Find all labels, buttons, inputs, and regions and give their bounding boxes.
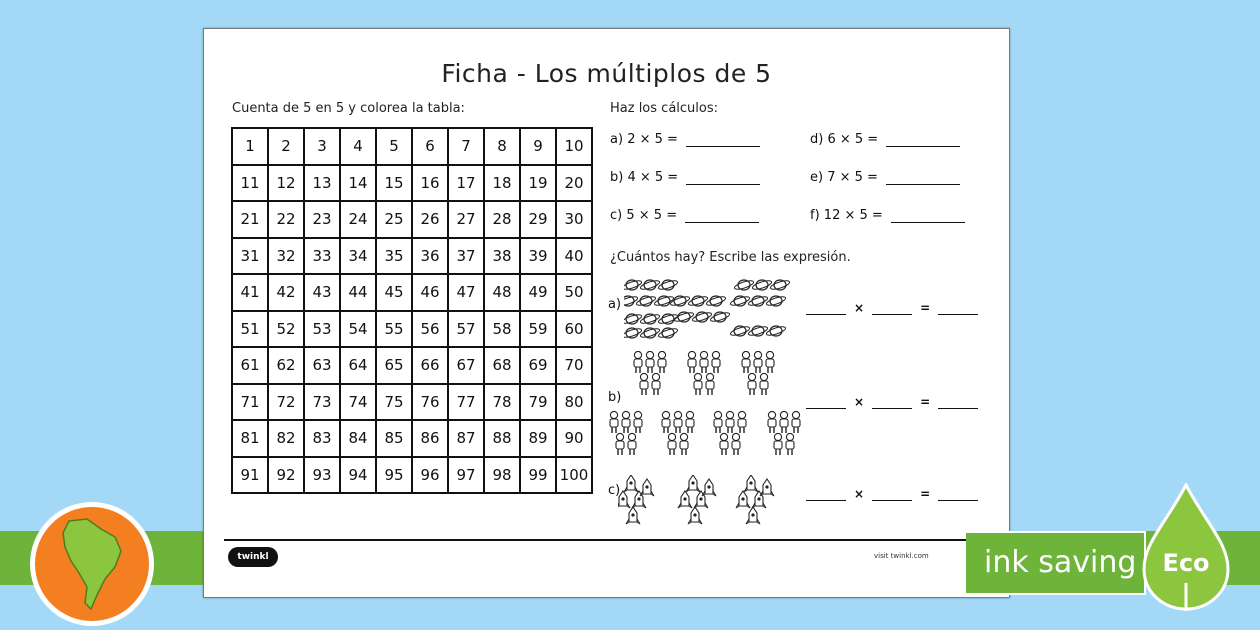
calc-item-e <box>810 167 960 185</box>
calc-expr: 4 × 5 = <box>627 170 679 185</box>
chart-cell[interactable]: 81 <box>232 420 268 457</box>
eco-label: Eco <box>1162 549 1210 577</box>
calc-expr: 5 × 5 = <box>626 208 678 223</box>
count-instruction: ¿Cuántos hay? Escribe las expresión. <box>610 250 851 265</box>
expression-c <box>806 487 978 501</box>
chart-cell[interactable]: 7 <box>448 128 484 165</box>
chart-row <box>232 238 592 275</box>
chart-cell[interactable]: 42 <box>268 274 304 311</box>
blank-line[interactable] <box>872 397 912 409</box>
chart-cell[interactable]: 67 <box>448 347 484 384</box>
ink-saving-label: ink saving <box>966 531 1146 595</box>
chart-cell[interactable]: 2 <box>268 128 304 165</box>
count-letter-b: b) <box>608 390 622 405</box>
chart-cell[interactable]: 87 <box>448 420 484 457</box>
answer-line[interactable] <box>685 205 759 223</box>
south-america-map-icon <box>35 507 149 621</box>
grid-instruction: Cuenta de 5 en 5 y colorea la tabla: <box>232 101 465 116</box>
times-sign: × <box>854 487 865 501</box>
chart-cell[interactable]: 51 <box>232 311 268 348</box>
chart-cell[interactable]: 23 <box>304 201 340 238</box>
twinkl-logo: twinkl <box>228 547 278 567</box>
chart-cell[interactable]: 74 <box>340 384 376 421</box>
chart-cell[interactable]: 56 <box>412 311 448 348</box>
chart-cell[interactable]: 39 <box>520 238 556 275</box>
calc-item-c <box>610 205 759 223</box>
chart-cell[interactable]: 30 <box>556 201 592 238</box>
chart-cell[interactable]: 32 <box>268 238 304 275</box>
calc-expr: 12 × 5 = <box>823 208 883 223</box>
calc-letter: b) <box>610 170 624 185</box>
astronaut-icon <box>608 351 818 463</box>
chart-cell[interactable]: 15 <box>376 165 412 202</box>
chart-row <box>232 457 592 494</box>
expression-b <box>806 395 978 409</box>
chart-cell[interactable]: 24 <box>340 201 376 238</box>
equals-sign: = <box>920 487 931 501</box>
chart-cell[interactable]: 95 <box>376 457 412 494</box>
equals-sign: = <box>920 395 931 409</box>
chart-cell[interactable]: 66 <box>412 347 448 384</box>
chart-cell[interactable]: 65 <box>376 347 412 384</box>
answer-line[interactable] <box>886 129 960 147</box>
visit-link[interactable]: visit twinkl.com <box>874 552 929 560</box>
chart-cell[interactable]: 75 <box>376 384 412 421</box>
chart-cell[interactable]: 27 <box>448 201 484 238</box>
chart-cell[interactable]: 93 <box>304 457 340 494</box>
calc-letter: f) <box>810 208 820 223</box>
times-sign: × <box>854 395 865 409</box>
chart-row <box>232 420 592 457</box>
chart-cell[interactable]: 69 <box>520 347 556 384</box>
count-letter-c: c) <box>608 483 621 498</box>
chart-row <box>232 165 592 202</box>
chart-cell[interactable]: 91 <box>232 457 268 494</box>
equals-sign: = <box>920 301 931 315</box>
chart-cell[interactable]: 84 <box>340 420 376 457</box>
chart-cell[interactable]: 4 <box>340 128 376 165</box>
chart-cell[interactable]: 36 <box>412 238 448 275</box>
chart-cell[interactable]: 26 <box>412 201 448 238</box>
chart-cell[interactable]: 62 <box>268 347 304 384</box>
chart-cell[interactable]: 64 <box>340 347 376 384</box>
blank-line[interactable] <box>938 489 978 501</box>
chart-cell[interactable]: 88 <box>484 420 520 457</box>
chart-cell[interactable]: 59 <box>520 311 556 348</box>
calc-letter: e) <box>810 170 824 185</box>
chart-cell[interactable]: 43 <box>304 274 340 311</box>
chart-cell[interactable]: 86 <box>412 420 448 457</box>
worksheet <box>203 28 1010 598</box>
chart-cell[interactable]: 21 <box>232 201 268 238</box>
answer-line[interactable] <box>886 167 960 185</box>
expression-a <box>806 301 978 315</box>
chart-cell[interactable]: 89 <box>520 420 556 457</box>
chart-cell[interactable]: 92 <box>268 457 304 494</box>
blank-line[interactable] <box>806 303 846 315</box>
chart-cell[interactable]: 35 <box>376 238 412 275</box>
chart-cell[interactable]: 63 <box>304 347 340 384</box>
footer-divider <box>224 539 990 541</box>
blank-line[interactable] <box>806 397 846 409</box>
chart-cell[interactable]: 83 <box>304 420 340 457</box>
chart-cell[interactable]: 5 <box>376 128 412 165</box>
chart-cell[interactable]: 73 <box>304 384 340 421</box>
chart-cell[interactable]: 8 <box>484 128 520 165</box>
chart-cell[interactable]: 45 <box>376 274 412 311</box>
chart-cell[interactable]: 98 <box>484 457 520 494</box>
chart-cell[interactable]: 41 <box>232 274 268 311</box>
answer-line[interactable] <box>686 129 760 147</box>
chart-cell[interactable]: 54 <box>340 311 376 348</box>
chart-cell[interactable]: 6 <box>412 128 448 165</box>
chart-cell[interactable]: 25 <box>376 201 412 238</box>
chart-cell[interactable]: 10 <box>556 128 592 165</box>
chart-cell[interactable]: 44 <box>340 274 376 311</box>
calc-expr: 2 × 5 = <box>627 132 678 147</box>
blank-line[interactable] <box>872 489 912 501</box>
chart-cell[interactable]: 13 <box>304 165 340 202</box>
chart-row <box>232 274 592 311</box>
chart-cell[interactable]: 29 <box>520 201 556 238</box>
chart-cell[interactable]: 47 <box>448 274 484 311</box>
chart-cell[interactable]: 70 <box>556 347 592 384</box>
blank-line[interactable] <box>938 303 978 315</box>
calc-item-d <box>810 129 960 147</box>
chart-cell[interactable]: 99 <box>520 457 556 494</box>
chart-cell[interactable]: 96 <box>412 457 448 494</box>
chart-cell[interactable]: 46 <box>412 274 448 311</box>
chart-cell[interactable]: 94 <box>340 457 376 494</box>
blank-line[interactable] <box>938 397 978 409</box>
chart-cell[interactable]: 22 <box>268 201 304 238</box>
chart-cell[interactable]: 17 <box>448 165 484 202</box>
chart-cell[interactable]: 57 <box>448 311 484 348</box>
chart-cell[interactable]: 82 <box>268 420 304 457</box>
chart-cell[interactable]: 58 <box>484 311 520 348</box>
chart-row <box>232 384 592 421</box>
south-america-globe-icon <box>30 502 154 626</box>
chart-cell[interactable]: 61 <box>232 347 268 384</box>
chart-cell[interactable]: 72 <box>268 384 304 421</box>
chart-cell[interactable]: 11 <box>232 165 268 202</box>
chart-cell[interactable]: 85 <box>376 420 412 457</box>
answer-line[interactable] <box>686 167 760 185</box>
chart-cell[interactable]: 60 <box>556 311 592 348</box>
chart-cell[interactable]: 12 <box>268 165 304 202</box>
chart-cell[interactable]: 50 <box>556 274 592 311</box>
chart-cell[interactable]: 52 <box>268 311 304 348</box>
chart-cell[interactable]: 1 <box>232 128 268 165</box>
chart-cell[interactable]: 71 <box>232 384 268 421</box>
blank-line[interactable] <box>872 303 912 315</box>
chart-cell[interactable]: 68 <box>484 347 520 384</box>
calc-letter: d) <box>810 132 824 147</box>
chart-cell[interactable]: 28 <box>484 201 520 238</box>
chart-cell[interactable]: 18 <box>484 165 520 202</box>
chart-cell[interactable]: 33 <box>304 238 340 275</box>
chart-cell[interactable]: 97 <box>448 457 484 494</box>
eco-leaf-icon <box>1136 483 1236 613</box>
chart-cell[interactable]: 79 <box>520 384 556 421</box>
chart-cell[interactable]: 20 <box>556 165 592 202</box>
chart-cell[interactable]: 80 <box>556 384 592 421</box>
calc-item-a <box>610 129 760 147</box>
chart-cell[interactable]: 76 <box>412 384 448 421</box>
chart-cell[interactable]: 14 <box>340 165 376 202</box>
chart-row <box>232 128 592 165</box>
chart-cell[interactable]: 48 <box>484 274 520 311</box>
calc-item-f <box>810 205 965 223</box>
page-title: Ficha - Los múltiplos de 5 <box>441 59 772 88</box>
count-letter-a: a) <box>608 297 622 312</box>
calc-letter: c) <box>610 208 623 223</box>
chart-cell[interactable]: 9 <box>520 128 556 165</box>
blank-line[interactable] <box>806 489 846 501</box>
calc-expr: 7 × 5 = <box>827 170 878 185</box>
hundred-chart <box>231 127 593 494</box>
chart-cell[interactable]: 38 <box>484 238 520 275</box>
chart-cell[interactable]: 100 <box>556 457 592 494</box>
chart-cell[interactable]: 31 <box>232 238 268 275</box>
answer-line[interactable] <box>891 205 965 223</box>
chart-cell[interactable]: 53 <box>304 311 340 348</box>
chart-cell[interactable]: 19 <box>520 165 556 202</box>
chart-row <box>232 201 592 238</box>
chart-cell[interactable]: 90 <box>556 420 592 457</box>
calc-item-b <box>610 167 760 185</box>
planet-icon <box>624 273 804 343</box>
calc-instruction: Haz los cálculos: <box>610 101 718 116</box>
chart-cell[interactable]: 34 <box>340 238 376 275</box>
calc-letter: a) <box>610 132 624 147</box>
chart-cell[interactable]: 78 <box>484 384 520 421</box>
times-sign: × <box>854 301 865 315</box>
chart-cell[interactable]: 3 <box>304 128 340 165</box>
rocket-icon <box>618 475 788 529</box>
chart-cell[interactable]: 55 <box>376 311 412 348</box>
chart-cell[interactable]: 40 <box>556 238 592 275</box>
chart-cell[interactable]: 16 <box>412 165 448 202</box>
chart-cell[interactable]: 49 <box>520 274 556 311</box>
chart-cell[interactable]: 77 <box>448 384 484 421</box>
chart-cell[interactable]: 37 <box>448 238 484 275</box>
chart-row <box>232 347 592 384</box>
calc-expr: 6 × 5 = <box>827 132 879 147</box>
chart-row <box>232 311 592 348</box>
